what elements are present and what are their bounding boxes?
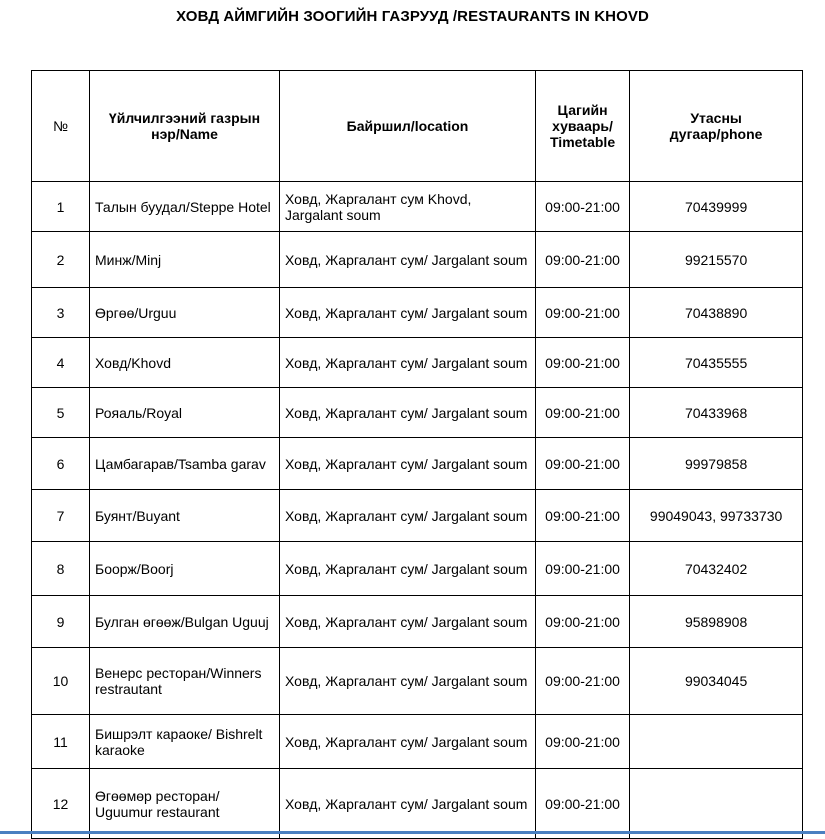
table-row [32, 438, 803, 490]
restaurant-location: Ховд, Жаргалант сум/ Jargalant soum [280, 542, 536, 596]
restaurant-name: Булган өгөөж/Bulgan Uguuj [90, 596, 280, 648]
row-number: 10 [32, 648, 90, 715]
restaurant-name: Буянт/Buyant [90, 490, 280, 542]
restaurant-timetable: 09:00-21:00 [536, 182, 630, 232]
header-name: Үйлчилгээний газрын нэр/Name [90, 71, 280, 182]
restaurant-phone: 95898908 [630, 596, 803, 648]
restaurant-location: Ховд, Жаргалант сум/ Jargalant soum [280, 715, 536, 769]
restaurant-phone: 99979858 [630, 438, 803, 490]
restaurant-name: Бишрэлт караоке/ Bishrelt karaoke [90, 715, 280, 769]
restaurant-timetable: 09:00-21:00 [536, 388, 630, 438]
restaurant-location: Ховд, Жаргалант сум/ Jargalant soum [280, 596, 536, 648]
table-row [32, 542, 803, 596]
table-row [32, 182, 803, 232]
restaurant-timetable: 09:00-21:00 [536, 338, 630, 388]
row-number: 6 [32, 438, 90, 490]
restaurant-location: Ховд, Жаргалант сум/ Jargalant soum [280, 338, 536, 388]
restaurant-timetable: 09:00-21:00 [536, 438, 630, 490]
restaurant-timetable: 09:00-21:00 [536, 769, 630, 839]
restaurant-phone: 70439999 [630, 182, 803, 232]
restaurant-timetable: 09:00-21:00 [536, 648, 630, 715]
restaurant-phone [630, 769, 803, 839]
restaurant-location: Ховд, Жаргалант сум/ Jargalant soum [280, 769, 536, 839]
restaurant-location: Ховд, Жаргалант сум/ Jargalant soum [280, 388, 536, 438]
restaurant-location: Ховд, Жаргалант сум/ Jargalant soum [280, 648, 536, 715]
restaurant-timetable: 09:00-21:00 [536, 596, 630, 648]
header-row [32, 71, 803, 182]
restaurant-phone: 70433968 [630, 388, 803, 438]
restaurant-phone: 99049043, 99733730 [630, 490, 803, 542]
restaurant-name: Боорж/Boorj [90, 542, 280, 596]
row-number: 1 [32, 182, 90, 232]
table-row [32, 715, 803, 769]
restaurant-name: Венерс ресторан/Winners restrautant [90, 648, 280, 715]
restaurant-location: Ховд, Жаргалант сум/ Jargalant soum [280, 232, 536, 288]
table-row [32, 648, 803, 715]
table-row [32, 232, 803, 288]
restaurant-location: Ховд, Жаргалант сум Khovd, Jargalant soum [280, 182, 536, 232]
restaurant-location: Ховд, Жаргалант сум/ Jargalant soum [280, 490, 536, 542]
row-number: 5 [32, 388, 90, 438]
restaurant-timetable: 09:00-21:00 [536, 288, 630, 338]
restaurant-phone: 70432402 [630, 542, 803, 596]
row-number: 2 [32, 232, 90, 288]
row-number: 11 [32, 715, 90, 769]
header-phone: Утасны дугаар/phone [630, 71, 803, 182]
header-num: № [32, 71, 90, 182]
restaurant-name: Ховд/Khovd [90, 338, 280, 388]
restaurant-timetable: 09:00-21:00 [536, 490, 630, 542]
restaurant-name: Өгөөмөр ресторан/ Uguumur restaurant [90, 769, 280, 839]
row-number: 7 [32, 490, 90, 542]
restaurant-location: Ховд, Жаргалант сум/ Jargalant soum [280, 288, 536, 338]
document-title: ХОВД АЙМГИЙН ЗООГИЙН ГАЗРУУД /RESTAURANTS IN KHOVD [176, 8, 649, 25]
restaurant-phone: 99034045 [630, 648, 803, 715]
row-number: 3 [32, 288, 90, 338]
restaurant-phone: 99215570 [630, 232, 803, 288]
table-row [32, 288, 803, 338]
restaurant-name: Минж/Minj [90, 232, 280, 288]
restaurants-table [31, 70, 803, 839]
row-number: 9 [32, 596, 90, 648]
restaurant-phone: 70435555 [630, 338, 803, 388]
restaurant-name: Рояаль/Royal [90, 388, 280, 438]
restaurant-timetable: 09:00-21:00 [536, 542, 630, 596]
table-row [32, 769, 803, 839]
header-timetable: Цагийн хуваарь/ Timetable [536, 71, 630, 182]
row-number: 12 [32, 769, 90, 839]
restaurant-timetable: 09:00-21:00 [536, 232, 630, 288]
restaurant-phone: 70438890 [630, 288, 803, 338]
restaurant-timetable: 09:00-21:00 [536, 715, 630, 769]
table-row [32, 388, 803, 438]
restaurant-name: Талын буудал/Steppe Hotel [90, 182, 280, 232]
table-body [32, 182, 803, 839]
table-row [32, 338, 803, 388]
table-row [32, 490, 803, 542]
row-number: 4 [32, 338, 90, 388]
restaurant-location: Ховд, Жаргалант сум/ Jargalant soum [280, 438, 536, 490]
restaurant-phone [630, 715, 803, 769]
header-location: Байршил/location [280, 71, 536, 182]
restaurant-name: Цамбагарав/Tsamba garav [90, 438, 280, 490]
restaurant-name: Өргөө/Urguu [90, 288, 280, 338]
row-number: 8 [32, 542, 90, 596]
table-row [32, 596, 803, 648]
